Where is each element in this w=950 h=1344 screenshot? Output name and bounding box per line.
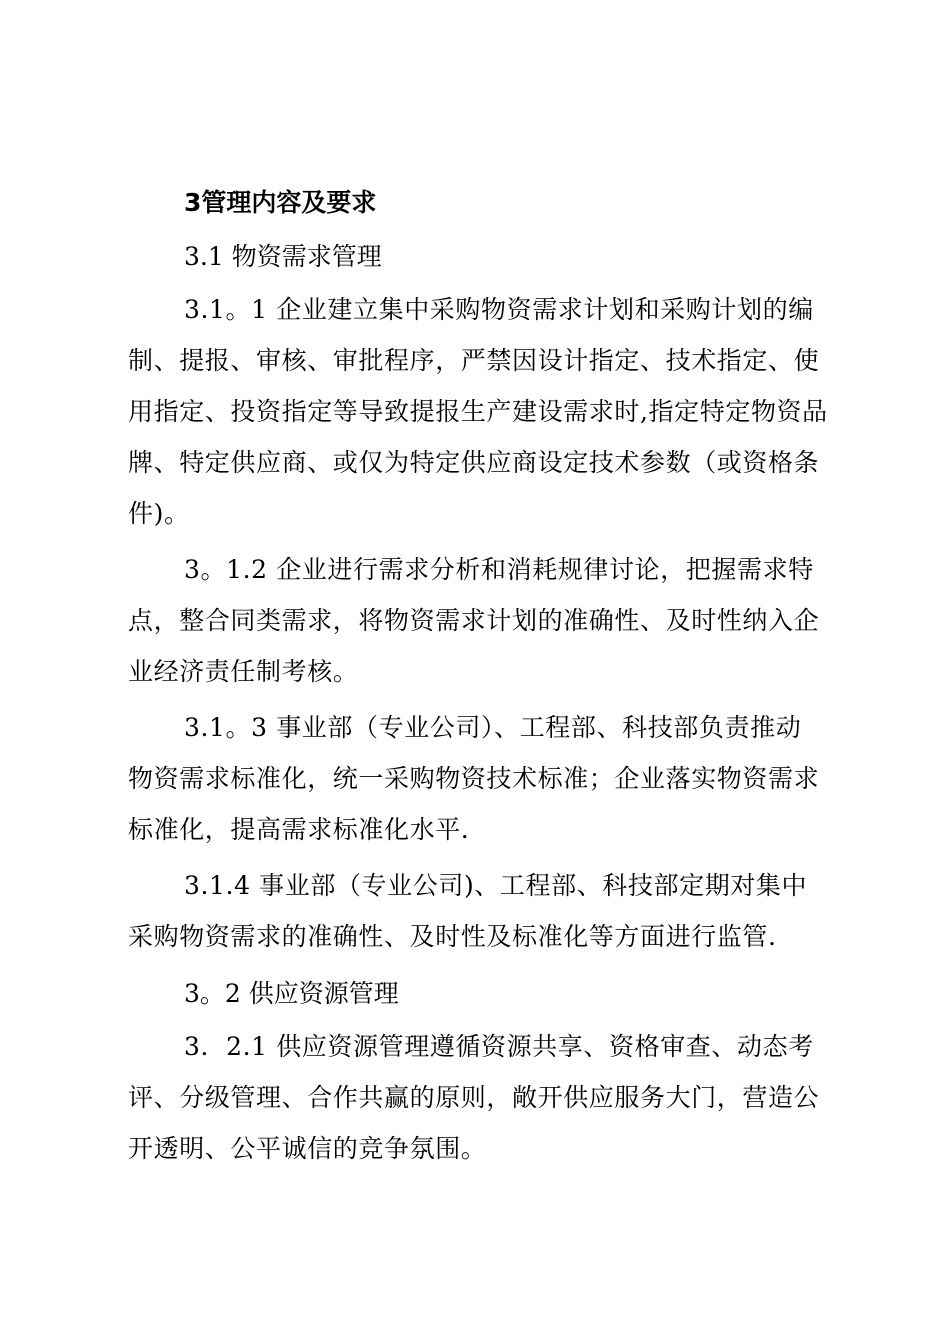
text-line: 物资需求标准化，统一采购物资技术标准；企业落实物资需求 xyxy=(128,764,820,793)
text-line: 标准化，提高需求标准化水平. xyxy=(128,815,470,844)
text-line: 开透明、公平诚信的竞争氛围。 xyxy=(128,1134,487,1163)
paragraph-3-1-4 xyxy=(128,860,828,962)
subsection-title-3-1: 3.1 物资需求管理 xyxy=(184,242,382,271)
text-line: 制、提报、审核、审批程序，严禁因设计指定、技术指定、使 xyxy=(128,346,820,375)
text-line: 用指定、投资指定等导致提报生产建设需求时,指定特定物资品 xyxy=(128,397,828,426)
text-line: 3.1。3 事业部（专业公司）、工程部、科技部负责推动 xyxy=(184,713,802,742)
text-line: 业经济责任制考核。 xyxy=(128,657,359,686)
text-line: 3。1.2 企业进行需求分析和消耗规律讨论，把握需求特 xyxy=(184,555,814,584)
text-line: 件)。 xyxy=(128,499,190,528)
paragraph-3-1-2 xyxy=(128,544,828,697)
document-body xyxy=(128,176,828,1179)
text-line: 3．2.1 供应资源管理遵循资源共享、资格审查、动态考 xyxy=(184,1032,814,1061)
text-line: 牌、特定供应商、或仅为特定供应商设定技术参数（或资格条 xyxy=(128,448,820,477)
subsection-title-3-2: 3。2 供应资源管理 xyxy=(184,979,399,1008)
text-line: 3.1.4 事业部（专业公司)、工程部、科技部定期对集中 xyxy=(184,871,808,900)
text-line: 3.1。1 企业建立集中采购物资需求计划和采购计划的编 xyxy=(184,295,814,324)
paragraph-3-1-3 xyxy=(128,702,828,855)
paragraph-3-2-1 xyxy=(128,1021,828,1174)
text-line: 采购物资需求的准确性、及时性及标准化等方面进行监管. xyxy=(128,922,777,951)
text-line: 点，整合同类需求，将物资需求计划的准确性、及时性纳入企 xyxy=(128,606,820,635)
text-line: 评、分级管理、合作共赢的原则，敞开供应服务大门，营造公 xyxy=(128,1083,820,1112)
section-heading: 3管理内容及要求 xyxy=(184,188,377,217)
paragraph-3-1-1 xyxy=(128,284,828,539)
